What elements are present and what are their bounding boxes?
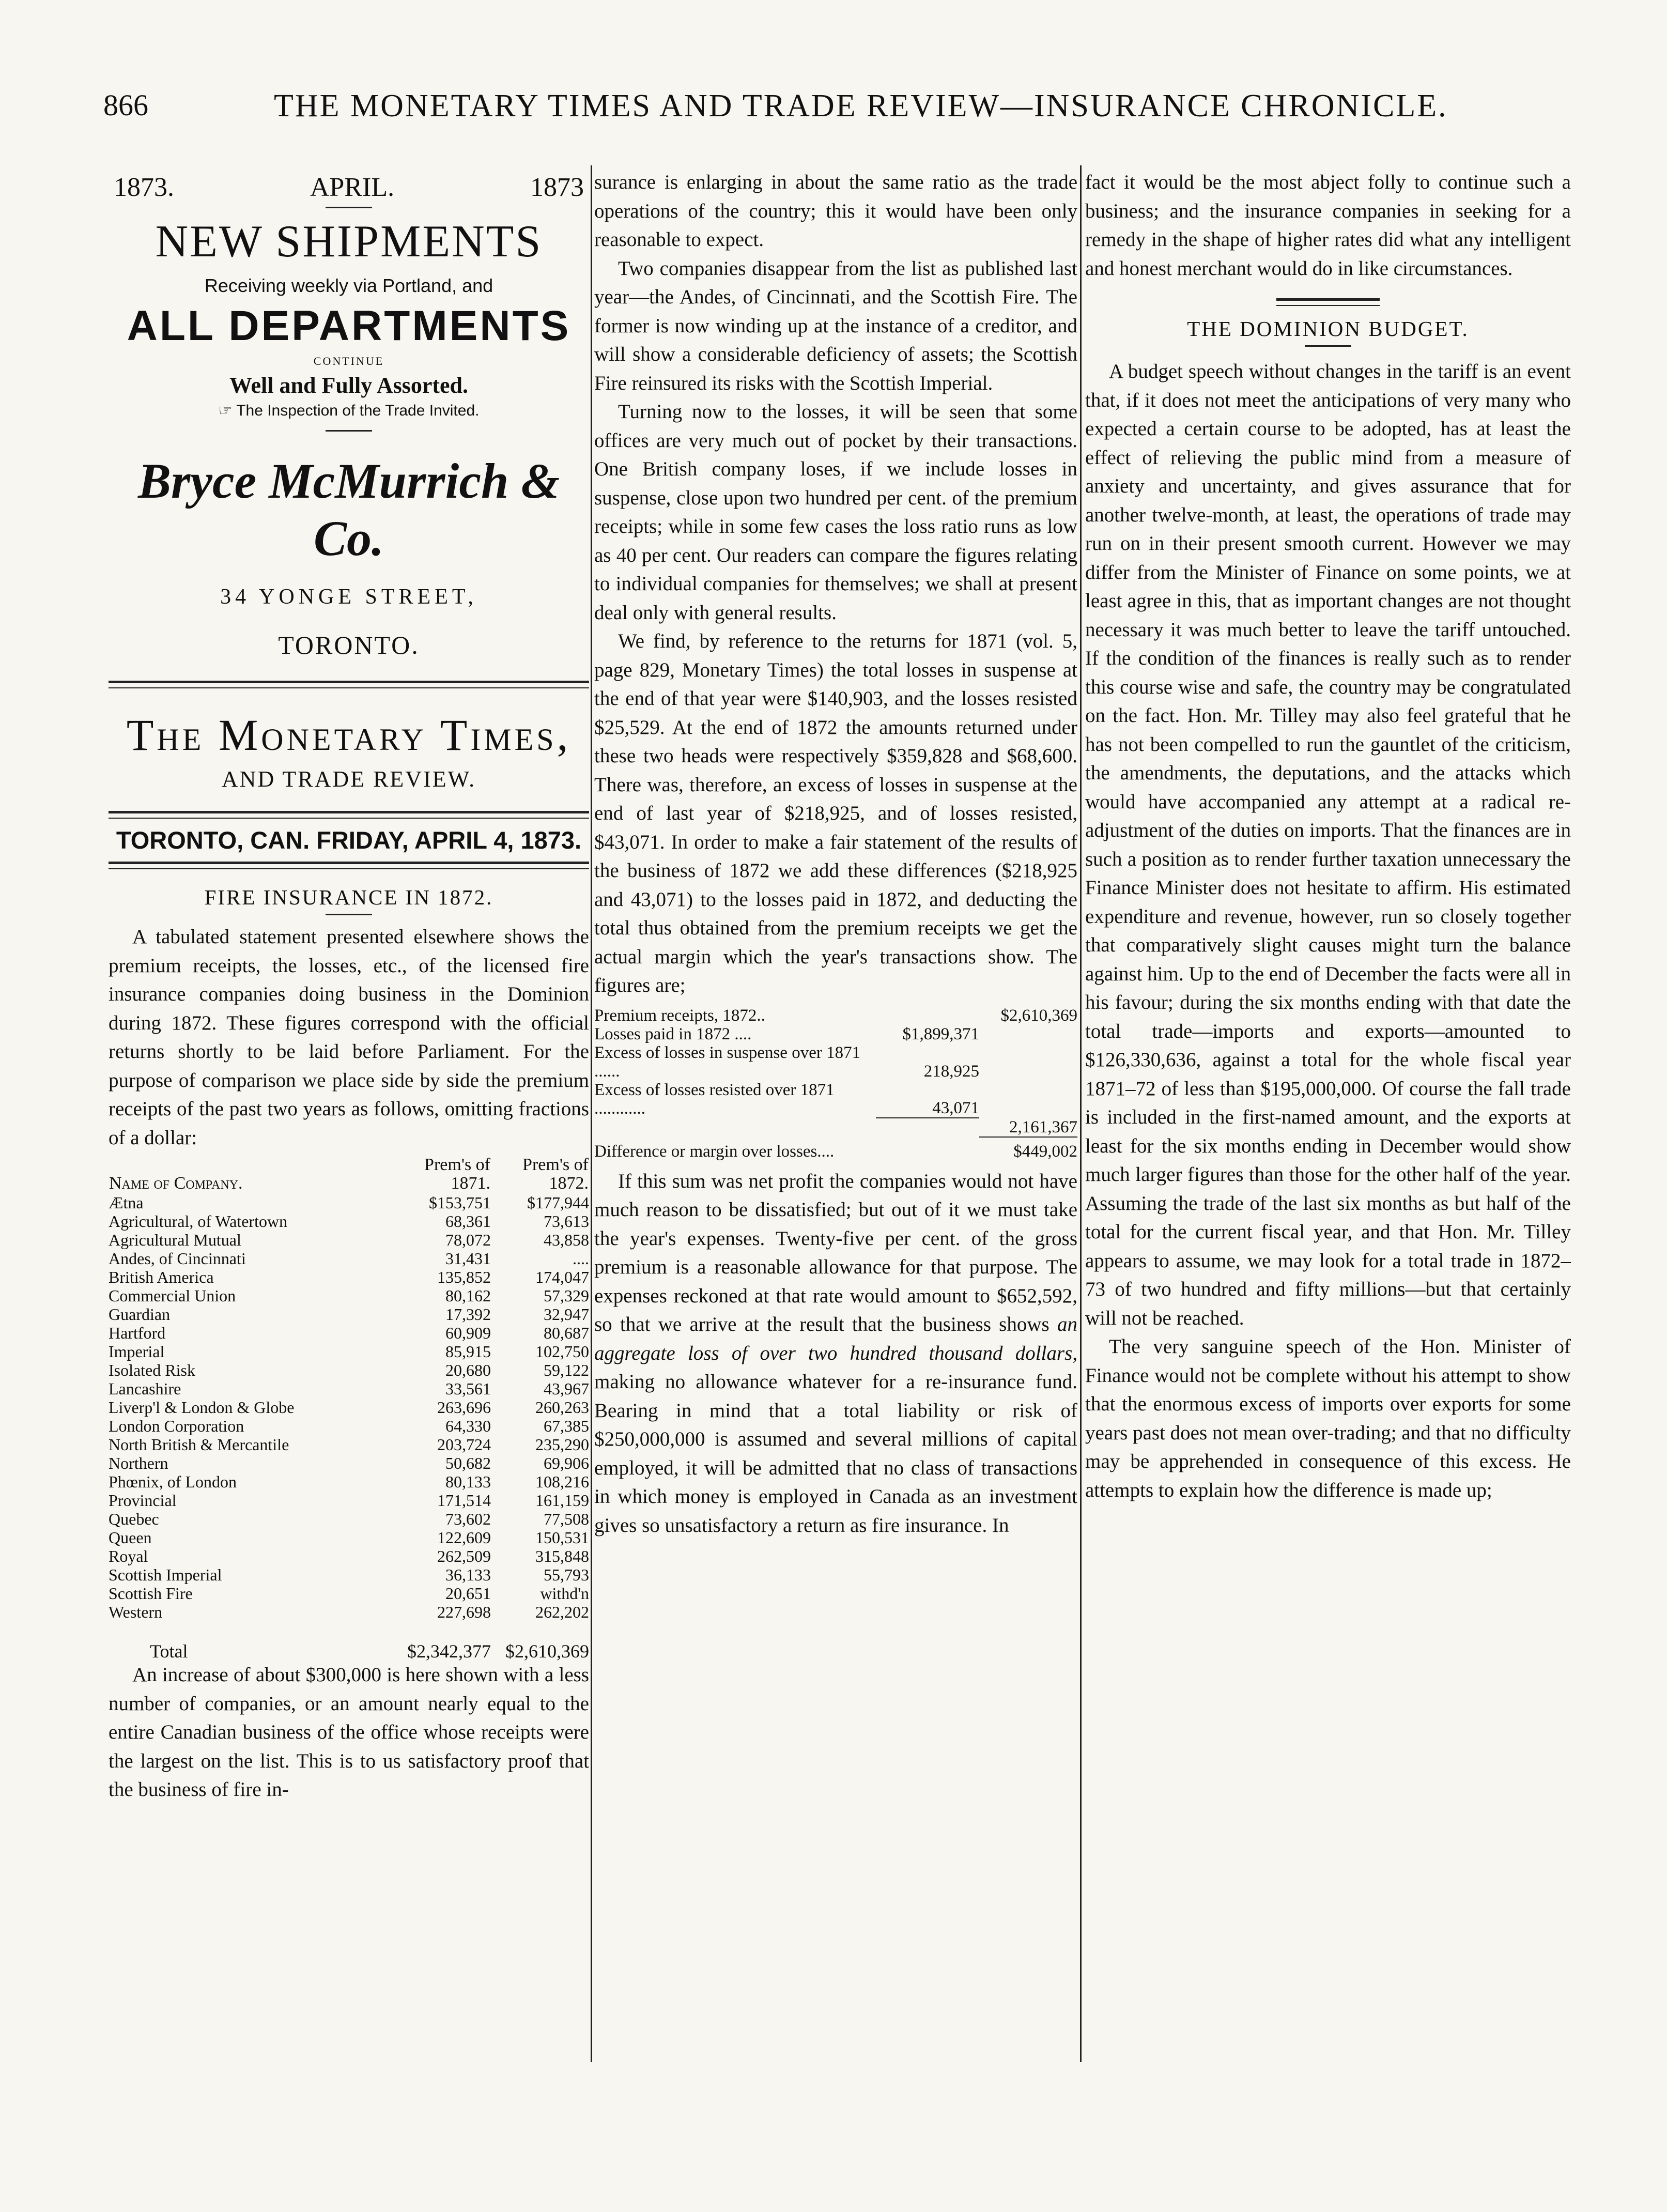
premium-1871: 36,133 [445,1565,491,1584]
company-name: Queen [109,1528,152,1547]
company-name: Scottish Fire [109,1584,193,1603]
ad-year-right: 1873 [530,173,584,202]
premium-1871: 68,361 [445,1212,491,1231]
premium-1872: 161,159 [535,1491,589,1510]
table-row [594,1025,1077,1043]
column-header: Name of Company. [109,1174,243,1193]
premium-1871: 80,162 [445,1286,491,1305]
table-row [109,1361,589,1379]
premium-1871: 263,696 [437,1398,491,1417]
premium-1871: 171,514 [437,1491,491,1510]
table-row [109,1249,589,1268]
company-name: North British & Mercantile [109,1435,289,1454]
article-heading: FIRE INSURANCE IN 1872. [204,885,493,909]
column-2 [594,168,1077,2060]
premium-1872: 77,508 [544,1510,589,1528]
table-row [109,1510,589,1528]
premium-1871: 73,602 [445,1510,491,1528]
premium-1872: 315,848 [535,1547,589,1565]
company-name: Hartford [109,1324,166,1342]
premium-1872: 260,263 [535,1398,589,1417]
figure-value: 43,071 [876,1081,979,1118]
divider [109,681,589,688]
table-row [109,1268,589,1286]
page-number: 866 [103,88,148,122]
premium-1871: 33,561 [445,1379,491,1398]
table-row [109,1472,589,1491]
masthead-title: The Monetary Times, [126,710,572,760]
table-row [109,1454,589,1472]
company-name: Guardian [109,1305,171,1324]
premium-1871: 78,072 [445,1231,491,1249]
divider [1276,298,1380,306]
ad-continue: CONTINUE [313,355,384,367]
premium-1872: 73,613 [544,1212,589,1231]
table-total-row [109,1621,589,1661]
table-row [109,1212,589,1231]
article-paragraph: surance is enlarging in about the same ratio as the trade operations of the country; this it would have been only reasonable to expect. [594,171,1077,251]
premium-1872: 102,750 [535,1342,589,1361]
company-name: Imperial [109,1342,165,1361]
article-paragraph: Turning now to the losses, it will be seen that some offices are very much out of pocket by their transactions. One British company loses, if we include losses in suspense, close upon two hundred per cent. of the premium receipts; while in some few cases the loss ratio runs as low as 40 per cent. Our readers can compare the figures relating to individual companies for themselves; we shall at present deal only with general results. [594,401,1077,624]
ad-month: APRIL. [310,173,395,202]
company-name: London Corporation [109,1417,244,1435]
ad-dateline [109,172,589,203]
article-paragraph: A budget speech without changes in the tariff is an event that, if it does not meet the anticipations of very many who expected a certain course to be adopted, has at least the effect of relieving the public mind from a measure of anxiety and uncertainty, and gives assurance that for another twelve-month, at least, the operations of trade may run on in their present smooth current. However we may differ from the Minister of Finance on some points, we at least agree in this, that as important changes are not thought necessary it was much better to leave the tariff untouched. If the condition of the finances is really such as to render this course wise and safe, the country may be congratulated on the fact. Hon. Mr. Tilley may also feel grateful that he has not been compelled to run the gauntlet of the criticism, the amendments, the deputations, and the attacks which would have accompanied any attempt at a radical re-adjustment of the duties on imports. That the finances are in such a position as to render further taxation unnecessary the Finance Minister does not hesitate to affirm. His estimated expenditure and revenue, however, run so closely together that comparatively slight causes might turn the balance against him. Up to the end of December the facts were all in his favour; during the six months ending with that date the total trade—imports and exports—amounted to $126,330,636, against a total for the whole fiscal year 1871–72 of less than $195,000,000. Of course the fall trade is included in the first-named amount, and the exports at least for the six months ending in December would show much larger figures than those for the other half of the year. Assuming the trade of the last six months as but half of the total for the current fiscal year, and that Hon. Mr. Tilley appears to assume, we may look for a total trade in 1872–73 of two hundred and fifty millions—but that certainly will not be reached. [1085,360,1571,1329]
ad-firm-name: Bryce McMurrich & Co. [138,453,560,566]
table-row [109,1565,589,1584]
table-row [109,1491,589,1510]
premium-1871: $153,751 [429,1193,491,1212]
article-paragraph: An increase of about $300,000 is here shown with a less number of companies, or an amount nearly equal to the entire Canadian business of the office whose receipts were the largest on the list. This is to us satisfactory proof that the business of fire in- [109,1664,589,1801]
table-row [109,1528,589,1547]
figures-table [594,1006,1077,1161]
premium-1871: 203,724 [437,1435,491,1454]
company-name: Royal [109,1547,148,1565]
premium-1871: 122,609 [437,1528,491,1547]
table-row [109,1547,589,1565]
text-span: If this sum was net profit the companies would not have much reason to be dissatisfied; but out of it we must take the year's expenses. Twenty-five per cent. of the gross premium is a reasonable allowance for that purpose. The expenses reckoned at that rate would amount to $652,592, so that we arrive at the result that the business shows [594,1170,1077,1335]
premium-1872: 57,329 [544,1286,589,1305]
premium-1872: 59,122 [544,1361,589,1379]
table-row [594,1043,1077,1081]
company-name: Provincial [109,1491,177,1510]
company-name: Western [109,1603,163,1621]
table-row [109,1342,589,1361]
table-row [109,1286,589,1305]
article-paragraph: We find, by reference to the returns for 1871 (vol. 5, page 829, Monetary Times) the total losses in suspense at the end of that year were $140,903, and the losses resisted $25,529. At the end of 1872 the amounts returned under these two heads were respectively $359,828 and $68,600. There was, therefore, an excess of losses in suspense at the end of last year of $218,925, and of losses resisted, $43,071. In order to make a fair statement of the results of the business of 1872 we add these differences ($218,925 and 43,071) to the losses paid in 1872, and deducting the total thus obtained from the premium receipts we get the actual margin which the year's transactions show. The figures are; [594,630,1077,996]
premium-1872: 55,793 [544,1565,589,1584]
figure-label: Excess of losses resisted over 1871 ............ [594,1080,835,1118]
column-1 [109,168,589,2060]
total-1872: $2,610,369 [505,1641,589,1661]
premium-1872: 32,947 [544,1305,589,1324]
divider [326,207,372,208]
figure-value: 2,161,367 [979,1118,1077,1137]
ad-departments: ALL DEPARTMENTS [127,302,571,349]
article-paragraph: The very sanguine speech of the Hon. Minister of Finance would not be complete without his attempt to show that the enormous excess of imports over exports for some years past does not mean over-trading; and that no difficulty may be apprehended in consequence of this excess. He attempts to explain how the difference is made up; [1085,1335,1571,1501]
ad-title: NEW SHIPMENTS [155,217,543,267]
divider [326,914,372,915]
total-1871: $2,342,377 [407,1641,491,1661]
company-name: Northern [109,1454,168,1472]
column-3 [1085,168,1571,2060]
premium-1872: withd'n [540,1584,589,1603]
premium-1872: 108,216 [535,1472,589,1491]
table-row [594,1118,1077,1137]
premium-1871: 80,133 [445,1472,491,1491]
column-header: Prem's of 1872. [522,1155,589,1193]
ad-city: TORONTO. [278,631,420,659]
company-name: Ætna [109,1193,144,1212]
figure-value: 218,925 [923,1062,979,1081]
premium-1871: 17,392 [445,1305,491,1324]
divider [1305,345,1351,347]
figure-label: Premium receipts, 1872.. [594,1006,765,1025]
premium-1871: 50,682 [445,1454,491,1472]
company-name: Quebec [109,1510,159,1528]
table-row [109,1603,589,1621]
divider [326,430,372,432]
company-name: Lancashire [109,1379,181,1398]
article-paragraph [594,1167,1077,1540]
table-row [109,1584,589,1603]
text-span: making no allowance whatever for a re-insurance fund. Bearing in mind that a total liability or risk of $250,000,000 is assumed and several millions of capital employed, it will be admitted that no class of transactions in which money is employed in Canada as an investment gives so unsatisfactory a return as fire insurance. In [594,1371,1077,1537]
premium-1872: 43,858 [544,1231,589,1249]
ad-assorted: Well and Fully Assorted. [229,373,469,398]
premium-1872: .... [573,1249,589,1268]
total-label: Total [150,1641,188,1661]
article-heading: THE DOMINION BUDGET. [1187,317,1469,341]
premium-1871: 135,852 [437,1268,491,1286]
table-row [109,1379,589,1398]
column-rule-1 [591,165,592,2062]
page-header [103,88,1561,145]
premium-1871: 85,915 [445,1342,491,1361]
article-paragraph: A tabulated statement presented elsewhere shows the premium receipts, the losses, etc., of the licensed fire insurance companies doing business in the Dominion during 1872. These figures correspond with the official returns shortly to be laid before Parliament. For the purpose of comparison we place side by side the premium receipts of the past two years as follows, omitting fractions of a dollar: [109,926,589,1149]
premium-1872: 67,385 [544,1417,589,1435]
article-paragraph: Two companies disappear from the list as published last year—the Andes, of Cincinnati, and the Scottish Fire. The former is now winding up at the instance of a creditor, and will show a considerable deficiency of assets; the Scottish Fire reinsured its risks with the Scottish Imperial. [594,257,1077,394]
figure-value: $1,899,371 [902,1024,979,1043]
table-row [109,1435,589,1454]
table-row [594,1006,1077,1025]
company-name: Agricultural, of Watertown [109,1212,288,1231]
table-row [109,1193,589,1212]
advertisement [109,172,589,660]
company-name: Liverp'l & London & Globe [109,1398,295,1417]
premium-1871: 31,431 [445,1249,491,1268]
figure-label: Excess of losses in suspense over 1871 ...... [594,1043,861,1081]
premium-1871: 20,680 [445,1361,491,1379]
company-name: Isolated Risk [109,1361,195,1379]
company-name: British America [109,1268,214,1286]
italic-text: an aggregate loss of over two hundred thousand dollars, [594,1313,1077,1364]
column-rule-2 [1080,165,1082,2062]
running-title: THE MONETARY TIMES AND TRADE REVIEW—INSURANCE CHRONICLE. [274,88,1448,124]
premium-1871: 262,509 [437,1547,491,1565]
premium-1872: 69,906 [544,1454,589,1472]
company-name: Agricultural Mutual [109,1231,241,1249]
premium-1871: 20,651 [445,1584,491,1603]
table-row [109,1231,589,1249]
ad-year-left: 1873. [114,173,174,202]
article-paragraph: fact it would be the most abject folly to continue such a business; and the insurance companies in seeking for a remedy in the shape of higher rates did what any intelligent and honest merchant would do in like circumstances. [1085,171,1571,280]
figure-value: $449,002 [1013,1142,1077,1161]
premium-1872: 235,290 [535,1435,589,1454]
figure-label: Difference or margin over losses.... [594,1142,835,1161]
company-name: Commercial Union [109,1286,236,1305]
ad-line: Receiving weekly via Portland, and [204,275,493,296]
premium-1871: 64,330 [445,1417,491,1435]
table-row [109,1305,589,1324]
table-row [109,1324,589,1342]
table-row [109,1398,589,1417]
premium-1871: 227,698 [437,1603,491,1621]
company-name: Andes, of Cincinnati [109,1249,246,1268]
table-header-row [109,1155,589,1193]
premium-1872: 174,047 [535,1268,589,1286]
divider [109,811,589,819]
table-row [594,1137,1077,1161]
ad-street: 34 YONGE STREET, [220,585,477,609]
figure-value: $2,610,369 [1000,1006,1077,1025]
premium-1872: 262,202 [535,1603,589,1621]
dateline: TORONTO, CAN. FRIDAY, APRIL 4, 1873. [116,826,582,854]
masthead [109,709,589,869]
masthead-subtitle: AND TRADE REVIEW. [221,766,476,792]
table-row [109,1417,589,1435]
premium-1872: $177,944 [527,1193,589,1212]
premium-1872: 43,967 [544,1379,589,1398]
premium-1871: 60,909 [445,1324,491,1342]
premium-table [109,1155,589,1661]
premium-1872: 80,687 [544,1324,589,1342]
ad-invitation: ☞ The Inspection of the Trade Invited. [218,402,480,419]
premium-1872: 150,531 [535,1528,589,1547]
company-name: Scottish Imperial [109,1565,222,1584]
column-header: Prem's of 1871. [424,1155,490,1193]
divider [109,862,589,869]
figure-label: Losses paid in 1872 .... [594,1024,752,1043]
table-row [594,1081,1077,1118]
company-name: Phœnix, of London [109,1472,237,1491]
